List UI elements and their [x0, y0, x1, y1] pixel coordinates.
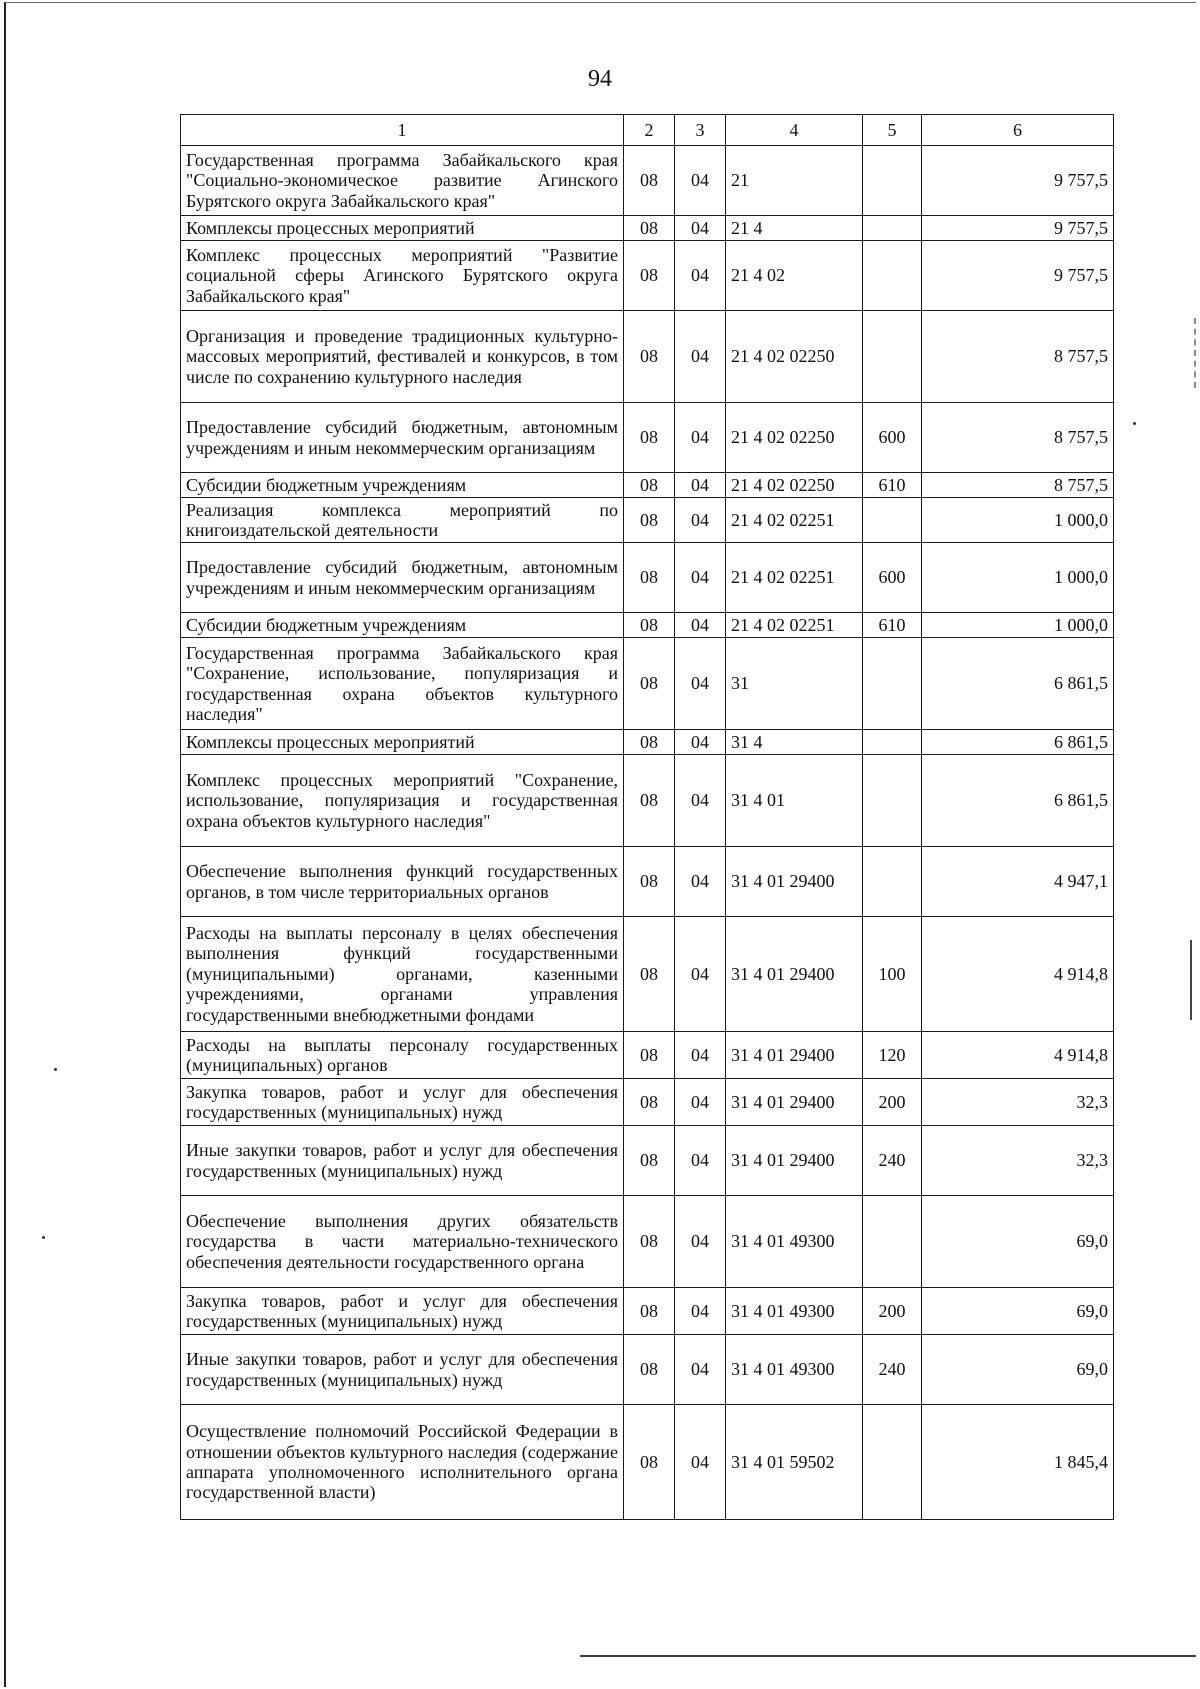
row-subsection: 04: [675, 1126, 726, 1196]
row-subsection: 04: [675, 847, 726, 917]
row-section: 08: [624, 1196, 675, 1288]
row-section: 08: [624, 1079, 675, 1126]
row-target-article: 31 4 01 29400: [726, 1032, 863, 1079]
row-name: Комплексы процессных мероприятий: [181, 216, 624, 241]
row-amount: 6 861,5: [922, 755, 1114, 847]
row-section: 08: [624, 730, 675, 755]
row-subsection: 04: [675, 730, 726, 755]
row-section: 08: [624, 1405, 675, 1520]
column-header-amount: 6: [922, 115, 1114, 146]
table-row: [181, 1405, 1114, 1520]
row-section: 08: [624, 146, 675, 216]
table-row: [181, 755, 1114, 847]
row-section: 08: [624, 613, 675, 638]
row-section: 08: [624, 216, 675, 241]
row-name: Обеспечение выполнения функций государственных органов, в том числе территориальных органов: [181, 847, 624, 917]
row-expense-type: [863, 730, 922, 755]
row-name: Субсидии бюджетным учреждениям: [181, 613, 624, 638]
scan-speck: [54, 1068, 57, 1071]
row-amount: 69,0: [922, 1288, 1114, 1335]
row-expense-type: [863, 755, 922, 847]
table-row: [181, 917, 1114, 1032]
row-target-article: 31 4 01 29400: [726, 917, 863, 1032]
table-row: [181, 311, 1114, 403]
row-subsection: 04: [675, 1079, 726, 1126]
row-name: Комплекс процессных мероприятий "Сохранение, использование, популяризация и государственная охрана объектов культурного наследия": [181, 755, 624, 847]
row-subsection: 04: [675, 216, 726, 241]
row-expense-type: [863, 241, 922, 311]
row-subsection: 04: [675, 473, 726, 498]
row-target-article: 31 4 01 29400: [726, 1126, 863, 1196]
row-amount: 1 000,0: [922, 543, 1114, 613]
row-name: Субсидии бюджетным учреждениям: [181, 473, 624, 498]
table-row: [181, 473, 1114, 498]
row-subsection: 04: [675, 311, 726, 403]
row-expense-type: 240: [863, 1335, 922, 1405]
row-expense-type: [863, 216, 922, 241]
column-header-expense-type: 5: [863, 115, 922, 146]
row-expense-type: [863, 638, 922, 730]
row-name: Закупка товаров, работ и услуг для обеспечения государственных (муниципальных) нужд: [181, 1079, 624, 1126]
row-subsection: 04: [675, 638, 726, 730]
row-expense-type: [863, 847, 922, 917]
row-name: Осуществление полномочий Российской Федерации в отношении объектов культурного наследия (содержание аппарата уполномоченного исполнительного органа государственной власти): [181, 1405, 624, 1520]
table-row: [181, 1288, 1114, 1335]
row-expense-type: [863, 146, 922, 216]
table-row: [181, 1126, 1114, 1196]
column-header-target-article: 4: [726, 115, 863, 146]
row-amount: 4 947,1: [922, 847, 1114, 917]
row-name: Государственная программа Забайкальского края "Сохранение, использование, популяризация и государственная охрана объектов культурного наследия": [181, 638, 624, 730]
table-row: [181, 1032, 1114, 1079]
row-expense-type: 100: [863, 917, 922, 1032]
row-expense-type: 610: [863, 613, 922, 638]
row-name: Организация и проведение традиционных культурно-массовых мероприятий, фестивалей и конкурсов, в том числе по сохранению культурного наследия: [181, 311, 624, 403]
row-target-article: 21: [726, 146, 863, 216]
row-amount: 9 757,5: [922, 146, 1114, 216]
row-subsection: 04: [675, 755, 726, 847]
row-subsection: 04: [675, 1405, 726, 1520]
row-name: Предоставление субсидий бюджетным, автономным учреждениям и иным некоммерческим организациям: [181, 543, 624, 613]
row-subsection: 04: [675, 1288, 726, 1335]
row-target-article: 31 4 01 49300: [726, 1335, 863, 1405]
row-expense-type: [863, 1405, 922, 1520]
row-expense-type: 200: [863, 1288, 922, 1335]
row-name: Комплексы процессных мероприятий: [181, 730, 624, 755]
row-target-article: 31 4: [726, 730, 863, 755]
row-amount: 8 757,5: [922, 473, 1114, 498]
row-amount: 69,0: [922, 1196, 1114, 1288]
row-name: Иные закупки товаров, работ и услуг для обеспечения государственных (муниципальных) нужд: [181, 1335, 624, 1405]
row-expense-type: 240: [863, 1126, 922, 1196]
row-section: 08: [624, 638, 675, 730]
row-target-article: 21 4 02 02250: [726, 311, 863, 403]
row-section: 08: [624, 473, 675, 498]
row-section: 08: [624, 241, 675, 311]
row-target-article: 21 4 02 02250: [726, 403, 863, 473]
scan-speck: [42, 1236, 45, 1239]
row-amount: 1 845,4: [922, 1405, 1114, 1520]
row-section: 08: [624, 311, 675, 403]
row-amount: 6 861,5: [922, 730, 1114, 755]
table-header-row: [181, 115, 1114, 146]
table-row: [181, 146, 1114, 216]
row-target-article: 31 4 01 59502: [726, 1405, 863, 1520]
scan-edge-mark: [1194, 318, 1198, 388]
row-section: 08: [624, 498, 675, 543]
row-amount: 8 757,5: [922, 403, 1114, 473]
row-amount: 4 914,8: [922, 917, 1114, 1032]
row-amount: 8 757,5: [922, 311, 1114, 403]
row-section: 08: [624, 847, 675, 917]
row-name: Обеспечение выполнения других обязательств государства в части материально-технического обеспечения деятельности государственного органа: [181, 1196, 624, 1288]
row-name: Реализация комплекса мероприятий по книгоиздательской деятельности: [181, 498, 624, 543]
row-section: 08: [624, 543, 675, 613]
table-row: [181, 1196, 1114, 1288]
row-name: Государственная программа Забайкальского края "Социально-экономическое развитие Агинского Бурятского округа Забайкальского края": [181, 146, 624, 216]
row-target-article: 31 4 01 49300: [726, 1196, 863, 1288]
table-row: [181, 1079, 1114, 1126]
row-section: 08: [624, 1032, 675, 1079]
table-row: [181, 730, 1114, 755]
row-section: 08: [624, 755, 675, 847]
row-section: 08: [624, 1335, 675, 1405]
row-name: Предоставление субсидий бюджетным, автономным учреждениям и иным некоммерческим организациям: [181, 403, 624, 473]
row-section: 08: [624, 917, 675, 1032]
row-name: Расходы на выплаты персоналу в целях обеспечения выполнения функций государственными (муниципальными) органами, казенными учреждениями, органами управления государственными внебюджетными фондами: [181, 917, 624, 1032]
row-subsection: 04: [675, 403, 726, 473]
row-subsection: 04: [675, 1196, 726, 1288]
row-amount: 32,3: [922, 1079, 1114, 1126]
table-row: [181, 847, 1114, 917]
row-subsection: 04: [675, 241, 726, 311]
row-name: Комплекс процессных мероприятий "Развитие социальной сферы Агинского Бурятского округа Забайкальского края": [181, 241, 624, 311]
row-amount: 69,0: [922, 1335, 1114, 1405]
row-section: 08: [624, 1126, 675, 1196]
column-header-name: 1: [181, 115, 624, 146]
scan-edge-mark: [1190, 940, 1192, 1020]
row-amount: 1 000,0: [922, 613, 1114, 638]
row-expense-type: 120: [863, 1032, 922, 1079]
row-name: Закупка товаров, работ и услуг для обеспечения государственных (муниципальных) нужд: [181, 1288, 624, 1335]
row-subsection: 04: [675, 498, 726, 543]
scan-edge-mark: [580, 1655, 1196, 1657]
row-expense-type: 200: [863, 1079, 922, 1126]
column-header-section: 2: [624, 115, 675, 146]
row-amount: 1 000,0: [922, 498, 1114, 543]
row-target-article: 21 4 02 02251: [726, 613, 863, 638]
table-row: [181, 403, 1114, 473]
row-subsection: 04: [675, 146, 726, 216]
table-row: [181, 241, 1114, 311]
row-amount: 6 861,5: [922, 638, 1114, 730]
row-target-article: 31 4 01 29400: [726, 1079, 863, 1126]
table-row: [181, 543, 1114, 613]
row-target-article: 31 4 01 49300: [726, 1288, 863, 1335]
row-expense-type: 610: [863, 473, 922, 498]
row-target-article: 21 4 02 02251: [726, 498, 863, 543]
row-target-article: 21 4 02: [726, 241, 863, 311]
row-target-article: 21 4: [726, 216, 863, 241]
row-subsection: 04: [675, 1032, 726, 1079]
row-target-article: 21 4 02 02250: [726, 473, 863, 498]
row-target-article: 31 4 01: [726, 755, 863, 847]
table-row: [181, 216, 1114, 241]
row-expense-type: 600: [863, 403, 922, 473]
table-row: [181, 1335, 1114, 1405]
row-section: 08: [624, 403, 675, 473]
table-row: [181, 613, 1114, 638]
row-target-article: 31 4 01 29400: [726, 847, 863, 917]
row-amount: 9 757,5: [922, 241, 1114, 311]
row-name: Расходы на выплаты персоналу государственных (муниципальных) органов: [181, 1032, 624, 1079]
row-section: 08: [624, 1288, 675, 1335]
row-expense-type: [863, 498, 922, 543]
row-amount: 32,3: [922, 1126, 1114, 1196]
budget-table: [180, 114, 1114, 1520]
row-target-article: 21 4 02 02251: [726, 543, 863, 613]
row-subsection: 04: [675, 917, 726, 1032]
row-expense-type: [863, 1196, 922, 1288]
row-amount: 9 757,5: [922, 216, 1114, 241]
scan-speck: [1133, 422, 1136, 425]
table-row: [181, 498, 1114, 543]
row-expense-type: 600: [863, 543, 922, 613]
row-subsection: 04: [675, 1335, 726, 1405]
column-header-subsection: 3: [675, 115, 726, 146]
page-number: 94: [588, 66, 612, 92]
row-name: Иные закупки товаров, работ и услуг для обеспечения государственных (муниципальных) нужд: [181, 1126, 624, 1196]
row-expense-type: [863, 311, 922, 403]
row-subsection: 04: [675, 613, 726, 638]
row-amount: 4 914,8: [922, 1032, 1114, 1079]
row-target-article: 31: [726, 638, 863, 730]
row-subsection: 04: [675, 543, 726, 613]
table-row: [181, 638, 1114, 730]
